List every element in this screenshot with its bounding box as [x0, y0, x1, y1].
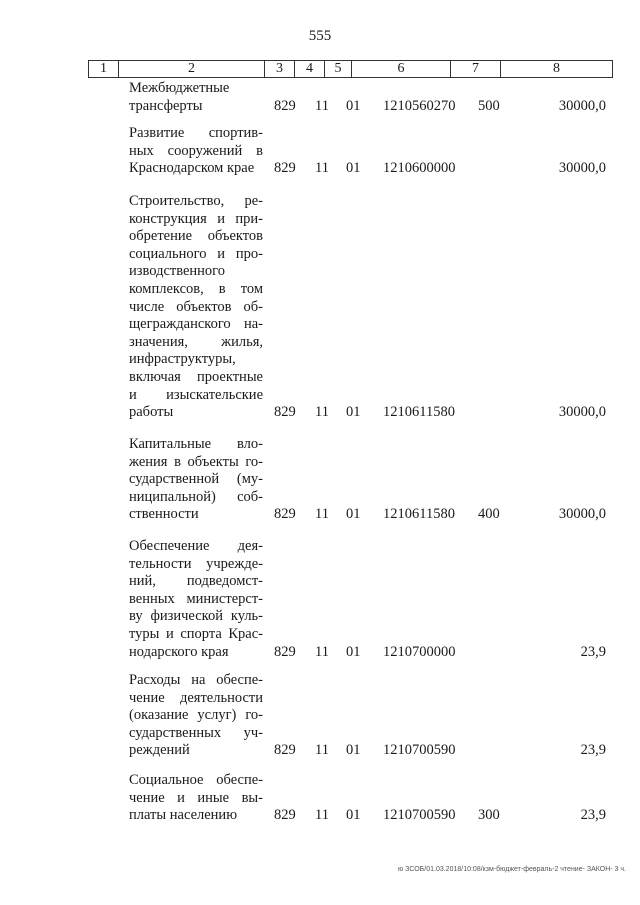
section-code: 11 [315, 506, 329, 523]
ministry-code: 829 [274, 404, 296, 421]
row-description [129, 80, 263, 115]
row-description [129, 436, 263, 524]
section-code: 11 [315, 643, 329, 660]
section-code: 11 [315, 160, 329, 177]
amount-value: 30000,0 [558, 506, 606, 523]
amount-value: 23,9 [580, 643, 606, 660]
description-line: (оказание услуг) го- [129, 707, 263, 724]
column-header-table [88, 60, 613, 78]
description-line: Социальное обеспе- [129, 772, 263, 788]
description-line: и изыскательские [129, 386, 263, 403]
target-article-code: 1210611580 [383, 404, 455, 421]
description-line: ний, подведомст- [129, 573, 263, 590]
description-line: ных сооружений в [129, 142, 263, 159]
description-line: ственности [129, 506, 199, 523]
ministry-code: 829 [274, 506, 296, 523]
description-line: нодарского края [129, 643, 229, 660]
section-code: 11 [315, 404, 329, 421]
description-line: платы населению [129, 807, 238, 824]
subsection-code: 01 [346, 742, 361, 759]
description-line: ниципальной) соб- [129, 488, 263, 505]
description-line: социального и про- [129, 245, 263, 262]
column-header-3: 3 [265, 61, 295, 78]
description-line: конструкция и при- [129, 210, 263, 227]
description-line: венных министерст- [129, 590, 263, 607]
ministry-code: 829 [274, 742, 296, 759]
description-line: работы [129, 404, 174, 421]
description-line: значения, жилья, [129, 333, 263, 350]
description-line: включая проектные [129, 368, 263, 385]
column-header-8: 8 [501, 61, 613, 78]
ministry-code: 829 [274, 643, 296, 660]
section-code: 11 [315, 97, 329, 114]
description-line: щегражданского на- [129, 316, 263, 333]
section-code: 11 [315, 742, 329, 759]
description-line: обретение объектов [129, 228, 263, 245]
amount-value: 23,9 [580, 807, 606, 824]
column-header-2: 2 [119, 61, 265, 78]
description-line: изводственного [129, 263, 226, 280]
description-line: Межбюджетные [129, 80, 230, 96]
description-line: сударственных уч- [129, 724, 263, 741]
ministry-code: 829 [274, 97, 296, 114]
description-line: реждений [129, 742, 190, 759]
description-line: трансферты [129, 97, 203, 114]
column-header-6: 6 [352, 61, 451, 78]
subsection-code: 01 [346, 807, 361, 824]
row-description [129, 193, 263, 422]
ministry-code: 829 [274, 807, 296, 824]
description-line: Капитальные вло- [129, 436, 263, 452]
column-header-4: 4 [295, 61, 325, 78]
target-article-code: 1210600000 [383, 160, 456, 177]
document-footer: ю ЗСОБ/01.03.2018/10:08/кзм-бюджет-февраль-2 чтение- ЗАКОН- 3 ч. [397, 866, 626, 873]
description-line: чение и иные вы- [129, 789, 263, 806]
column-header-7: 7 [451, 61, 501, 78]
description-line: Развитие спортив- [129, 125, 263, 141]
row-description [129, 772, 263, 825]
expense-type-code: 300 [478, 807, 500, 824]
subsection-code: 01 [346, 97, 361, 114]
subsection-code: 01 [346, 643, 361, 660]
target-article-code: 1210700590 [383, 807, 456, 824]
section-code: 11 [315, 807, 329, 824]
subsection-code: 01 [346, 404, 361, 421]
amount-value: 30000,0 [558, 404, 606, 421]
description-line: Расходы на обеспе- [129, 672, 263, 688]
target-article-code: 1210611580 [383, 506, 455, 523]
description-line: чение деятельности [129, 689, 263, 706]
ministry-code: 829 [274, 160, 296, 177]
description-line: числе объектов об- [129, 298, 263, 315]
amount-value: 30000,0 [558, 97, 606, 114]
description-line: Строительство, ре- [129, 193, 263, 209]
description-line: ву физической куль- [129, 608, 263, 625]
description-line: Краснодарском крае [129, 160, 255, 177]
amount-value: 23,9 [580, 742, 606, 759]
description-line: тельности учрежде- [129, 555, 263, 572]
page-number: 555 [308, 28, 332, 44]
description-line: жения в объекты го- [129, 453, 263, 470]
target-article-code: 1210700000 [383, 643, 456, 660]
amount-value: 30000,0 [558, 160, 606, 177]
description-line: комплексов, в том [129, 280, 263, 297]
target-article-code: 1210560270 [383, 97, 456, 114]
expense-type-code: 400 [478, 506, 500, 523]
target-article-code: 1210700590 [383, 742, 456, 759]
row-description [129, 125, 263, 178]
row-description [129, 538, 263, 661]
description-line: Обеспечение дея- [129, 538, 263, 554]
description-line: сударственной (му- [129, 471, 263, 488]
subsection-code: 01 [346, 506, 361, 523]
row-description [129, 672, 263, 760]
subsection-code: 01 [346, 160, 361, 177]
description-line: туры и спорта Крас- [129, 625, 263, 642]
expense-type-code: 500 [478, 97, 500, 114]
description-line: инфраструктуры, [129, 351, 236, 368]
column-header-5: 5 [325, 61, 352, 78]
column-header-1: 1 [89, 61, 119, 78]
